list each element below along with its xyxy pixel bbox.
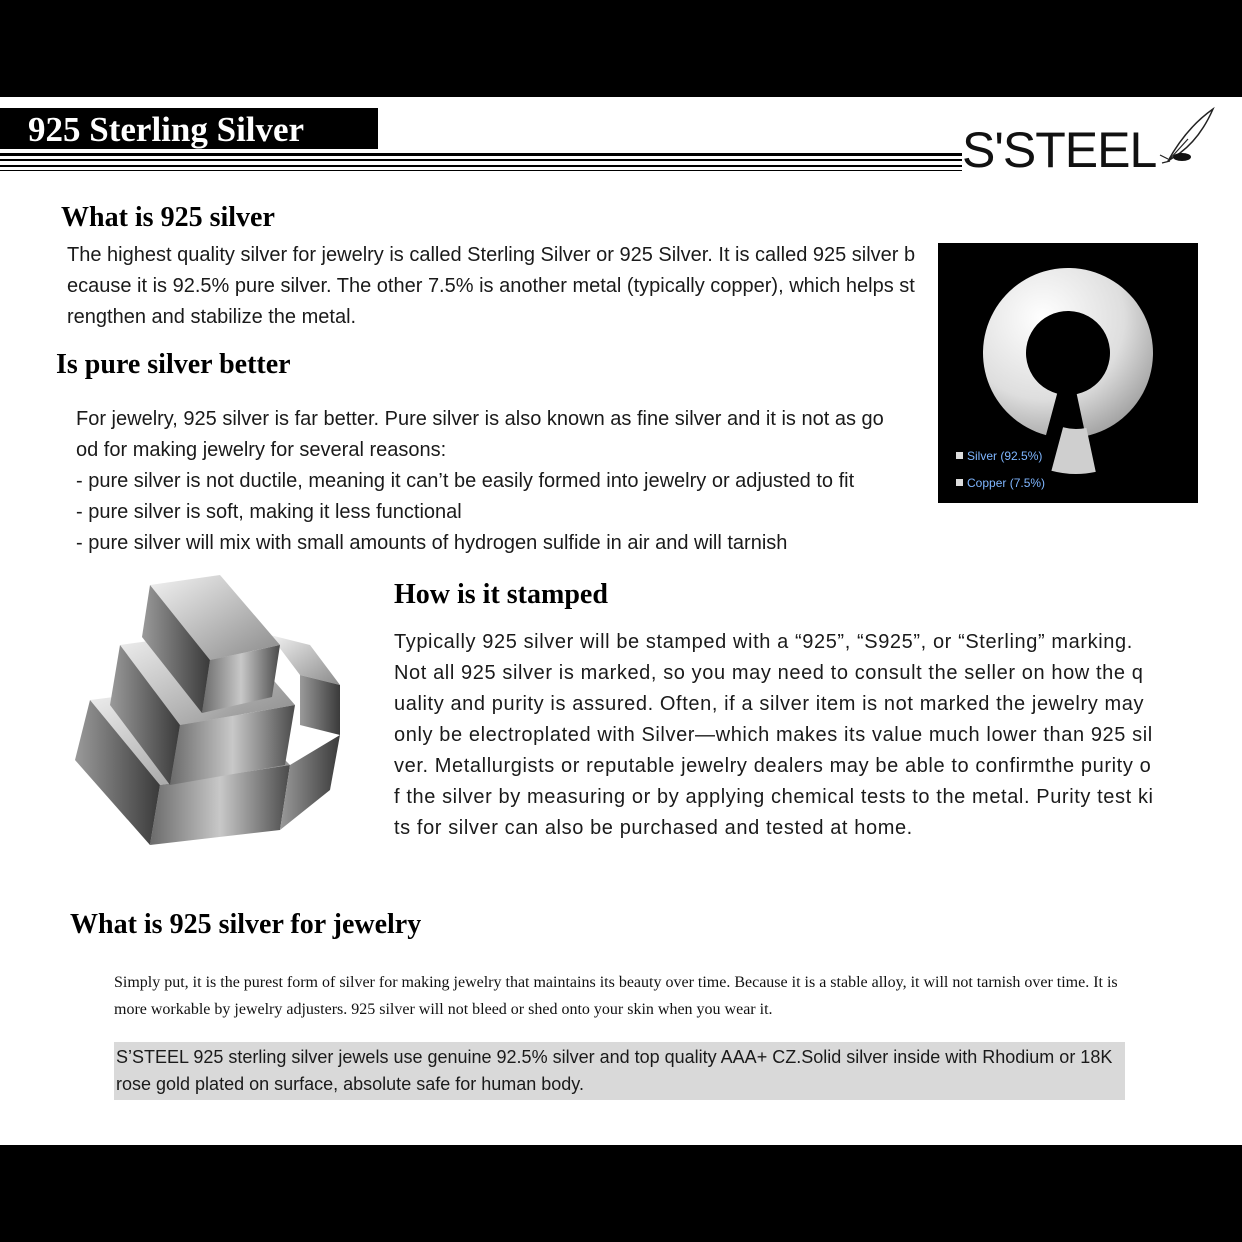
pie-chart	[938, 243, 1198, 503]
pie-slice-silver	[983, 268, 1153, 436]
legend-silver	[956, 449, 1042, 463]
composition-chart	[938, 243, 1198, 503]
heading-what-is-925: What is 925 silver	[61, 202, 275, 233]
pure-silver-line: od for making jewelry for several reasons:	[76, 439, 447, 461]
pure-silver-text	[76, 404, 926, 559]
feather-icon	[1158, 103, 1218, 173]
heading-pure-silver: Is pure silver better	[56, 349, 291, 380]
pure-silver-line: - pure silver will mix with small amounts of hydrogen sulfide in air and will tarnish	[76, 532, 788, 554]
heading-925-for-jewelry: What is 925 silver for jewelry	[70, 909, 422, 940]
pure-silver-line: - pure silver is not ductile, meaning it can’t be easily formed into jewelry or adjusted to fit	[76, 470, 855, 492]
pure-silver-line: - pure silver is soft, making it less functional	[76, 501, 462, 523]
header-rule-2	[0, 159, 962, 161]
legend-copper-label: Copper (7.5%)	[967, 476, 1046, 490]
page-title: 925 Sterling Silver	[28, 110, 305, 149]
legend-swatch	[956, 479, 963, 486]
legend-silver-label: Silver (92.5%)	[967, 449, 1043, 463]
what-is-925-text: The highest quality silver for jewelry is called Sterling Silver or 925 Silver. It is called 925 silver because it is 92.5% pure silver. The other 7.5% is another metal (typically copper), which helps strengthen and stabilize the metal.	[67, 244, 916, 328]
legend-copper	[956, 476, 1045, 490]
pure-silver-line: For jewelry, 925 silver is far better. Pure silver is also known as fine silver and it is not as go	[76, 408, 884, 430]
legend-swatch	[956, 452, 963, 459]
925-for-jewelry-text: Simply put, it is the purest form of silver for making jewelry that maintains its beauty over time. Because it is a stable alloy, it will not tarnish over time. It is more workable by jewelry adjusters. 925 silver will not bleed or shed onto your skin when you wear it.	[114, 974, 1118, 1018]
brand-logo	[962, 103, 1222, 181]
heading-how-stamped: How is it stamped	[394, 579, 608, 610]
header-rule-3	[0, 165, 962, 167]
header-rule-4	[0, 170, 962, 171]
how-stamped-text: Typically 925 silver will be stamped with a “925”, “S925”, or “Sterling” marking. Not all 925 silver is marked, so you may need to consult the seller on how the quality and purity is assured. Often, if a silver item is not marked the jewelry may only be electroplated with Silver—which makes its value much lower than 925 silver. Metallurgists or reputable jewelry dealers may be able to confirmthe purity of the silver by measuring or by applying chemical tests to the metal. Purity test kits for silver can also be purchased and tested at home.	[394, 631, 1154, 839]
title-banner	[0, 108, 378, 149]
header-rule-1	[0, 153, 962, 156]
brand-note-box	[114, 1042, 1125, 1100]
silver-bars-image	[70, 575, 350, 845]
product-info-page	[0, 97, 1242, 1145]
brand-note-text: S’STEEL 925 sterling silver jewels use genuine 92.5% silver and top quality AAA+ CZ.Solid silver inside with Rhodium or 18K rose gold plated on surface, absolute safe for human body.	[116, 1047, 1113, 1094]
logo-text: S'STEEL	[962, 122, 1157, 178]
